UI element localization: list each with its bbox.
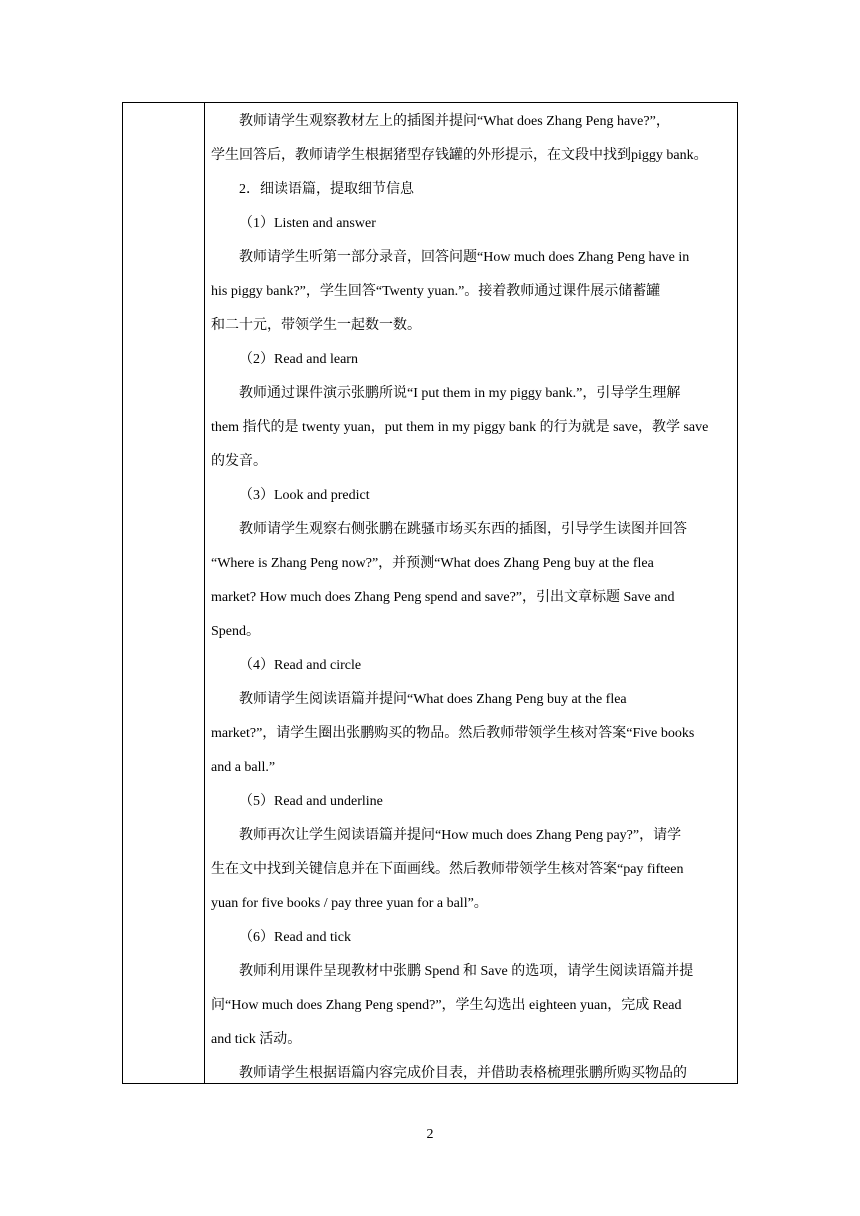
- text-line: 教师通过课件演示张鹏所说“I put them in my piggy bank.”，引导学生理解: [239, 386, 681, 401]
- lesson-table: [122, 102, 738, 1084]
- page-number: 2: [426, 1127, 434, 1142]
- text-line: 教师利用课件呈现教材中张鹏 Spend 和 Save 的选项，请学生阅读语篇并提: [239, 964, 694, 979]
- text-line: 教师请学生观察教材左上的插图并提问“What does Zhang Peng have?”，: [239, 114, 670, 129]
- text-line: 教师请学生听第一部分录音，回答问题“How much does Zhang Peng have in: [239, 250, 690, 265]
- text-line: 教师请学生根据语篇内容完成价目表，并借助表格梳理张鹏所购买物品的: [239, 1066, 687, 1081]
- text-line: 教师请学生观察右侧张鹏在跳骚市场买东西的插图，引导学生读图并回答: [239, 522, 687, 537]
- section-heading: 2．细读语篇，提取细节信息: [239, 182, 414, 197]
- text-line: 学生回答后，教师请学生根据猪型存钱罐的外形提示，在文段中找到piggy bank。: [211, 148, 708, 163]
- subsection-heading: （6）Read and tick: [239, 930, 351, 945]
- text-line: and a ball.”: [211, 760, 276, 775]
- subsection-heading: （3）Look and predict: [239, 488, 370, 503]
- text-line: “Where is Zhang Peng now?”，并预测“What does Zhang Peng buy at the flea: [211, 556, 654, 571]
- left-column-cell: [123, 103, 205, 1083]
- subsection-heading: （5）Read and underline: [239, 794, 383, 809]
- text-line: Spend。: [211, 624, 260, 639]
- text-line: 教师请学生阅读语篇并提问“What does Zhang Peng buy at the flea: [239, 692, 627, 707]
- text-line: and tick 活动。: [211, 1032, 302, 1047]
- text-line: yuan for five books / pay three yuan for a ball”。: [211, 896, 488, 911]
- subsection-heading: （1）Listen and answer: [239, 216, 376, 231]
- text-line: 问“How much does Zhang Peng spend?”，学生勾选出 eighteen yuan，完成 Read: [211, 998, 682, 1013]
- text-line: 的发音。: [211, 454, 267, 469]
- text-line: 生在文中找到关键信息并在下面画线。然后教师带领学生核对答案“pay fifteen: [211, 862, 684, 877]
- text-line: market? How much does Zhang Peng spend and save?”，引出文章标题 Save and: [211, 590, 675, 605]
- text-line: market?”，请学生圈出张鹏购买的物品。然后教师带领学生核对答案“Five books: [211, 726, 695, 741]
- text-line: them 指代的是 twenty yuan，put them in my piggy bank 的行为就是 save，教学 save: [211, 420, 709, 435]
- subsection-heading: （2）Read and learn: [239, 352, 358, 367]
- text-line: 和二十元，带领学生一起数一数。: [211, 318, 421, 333]
- text-line: 教师再次让学生阅读语篇并提问“How much does Zhang Peng pay?”，请学: [239, 828, 682, 843]
- content-cell: [205, 103, 737, 1083]
- text-line: his piggy bank?”，学生回答“Twenty yuan.”。接着教师通过课件展示储蓄罐: [211, 284, 661, 299]
- subsection-heading: （4）Read and circle: [239, 658, 362, 673]
